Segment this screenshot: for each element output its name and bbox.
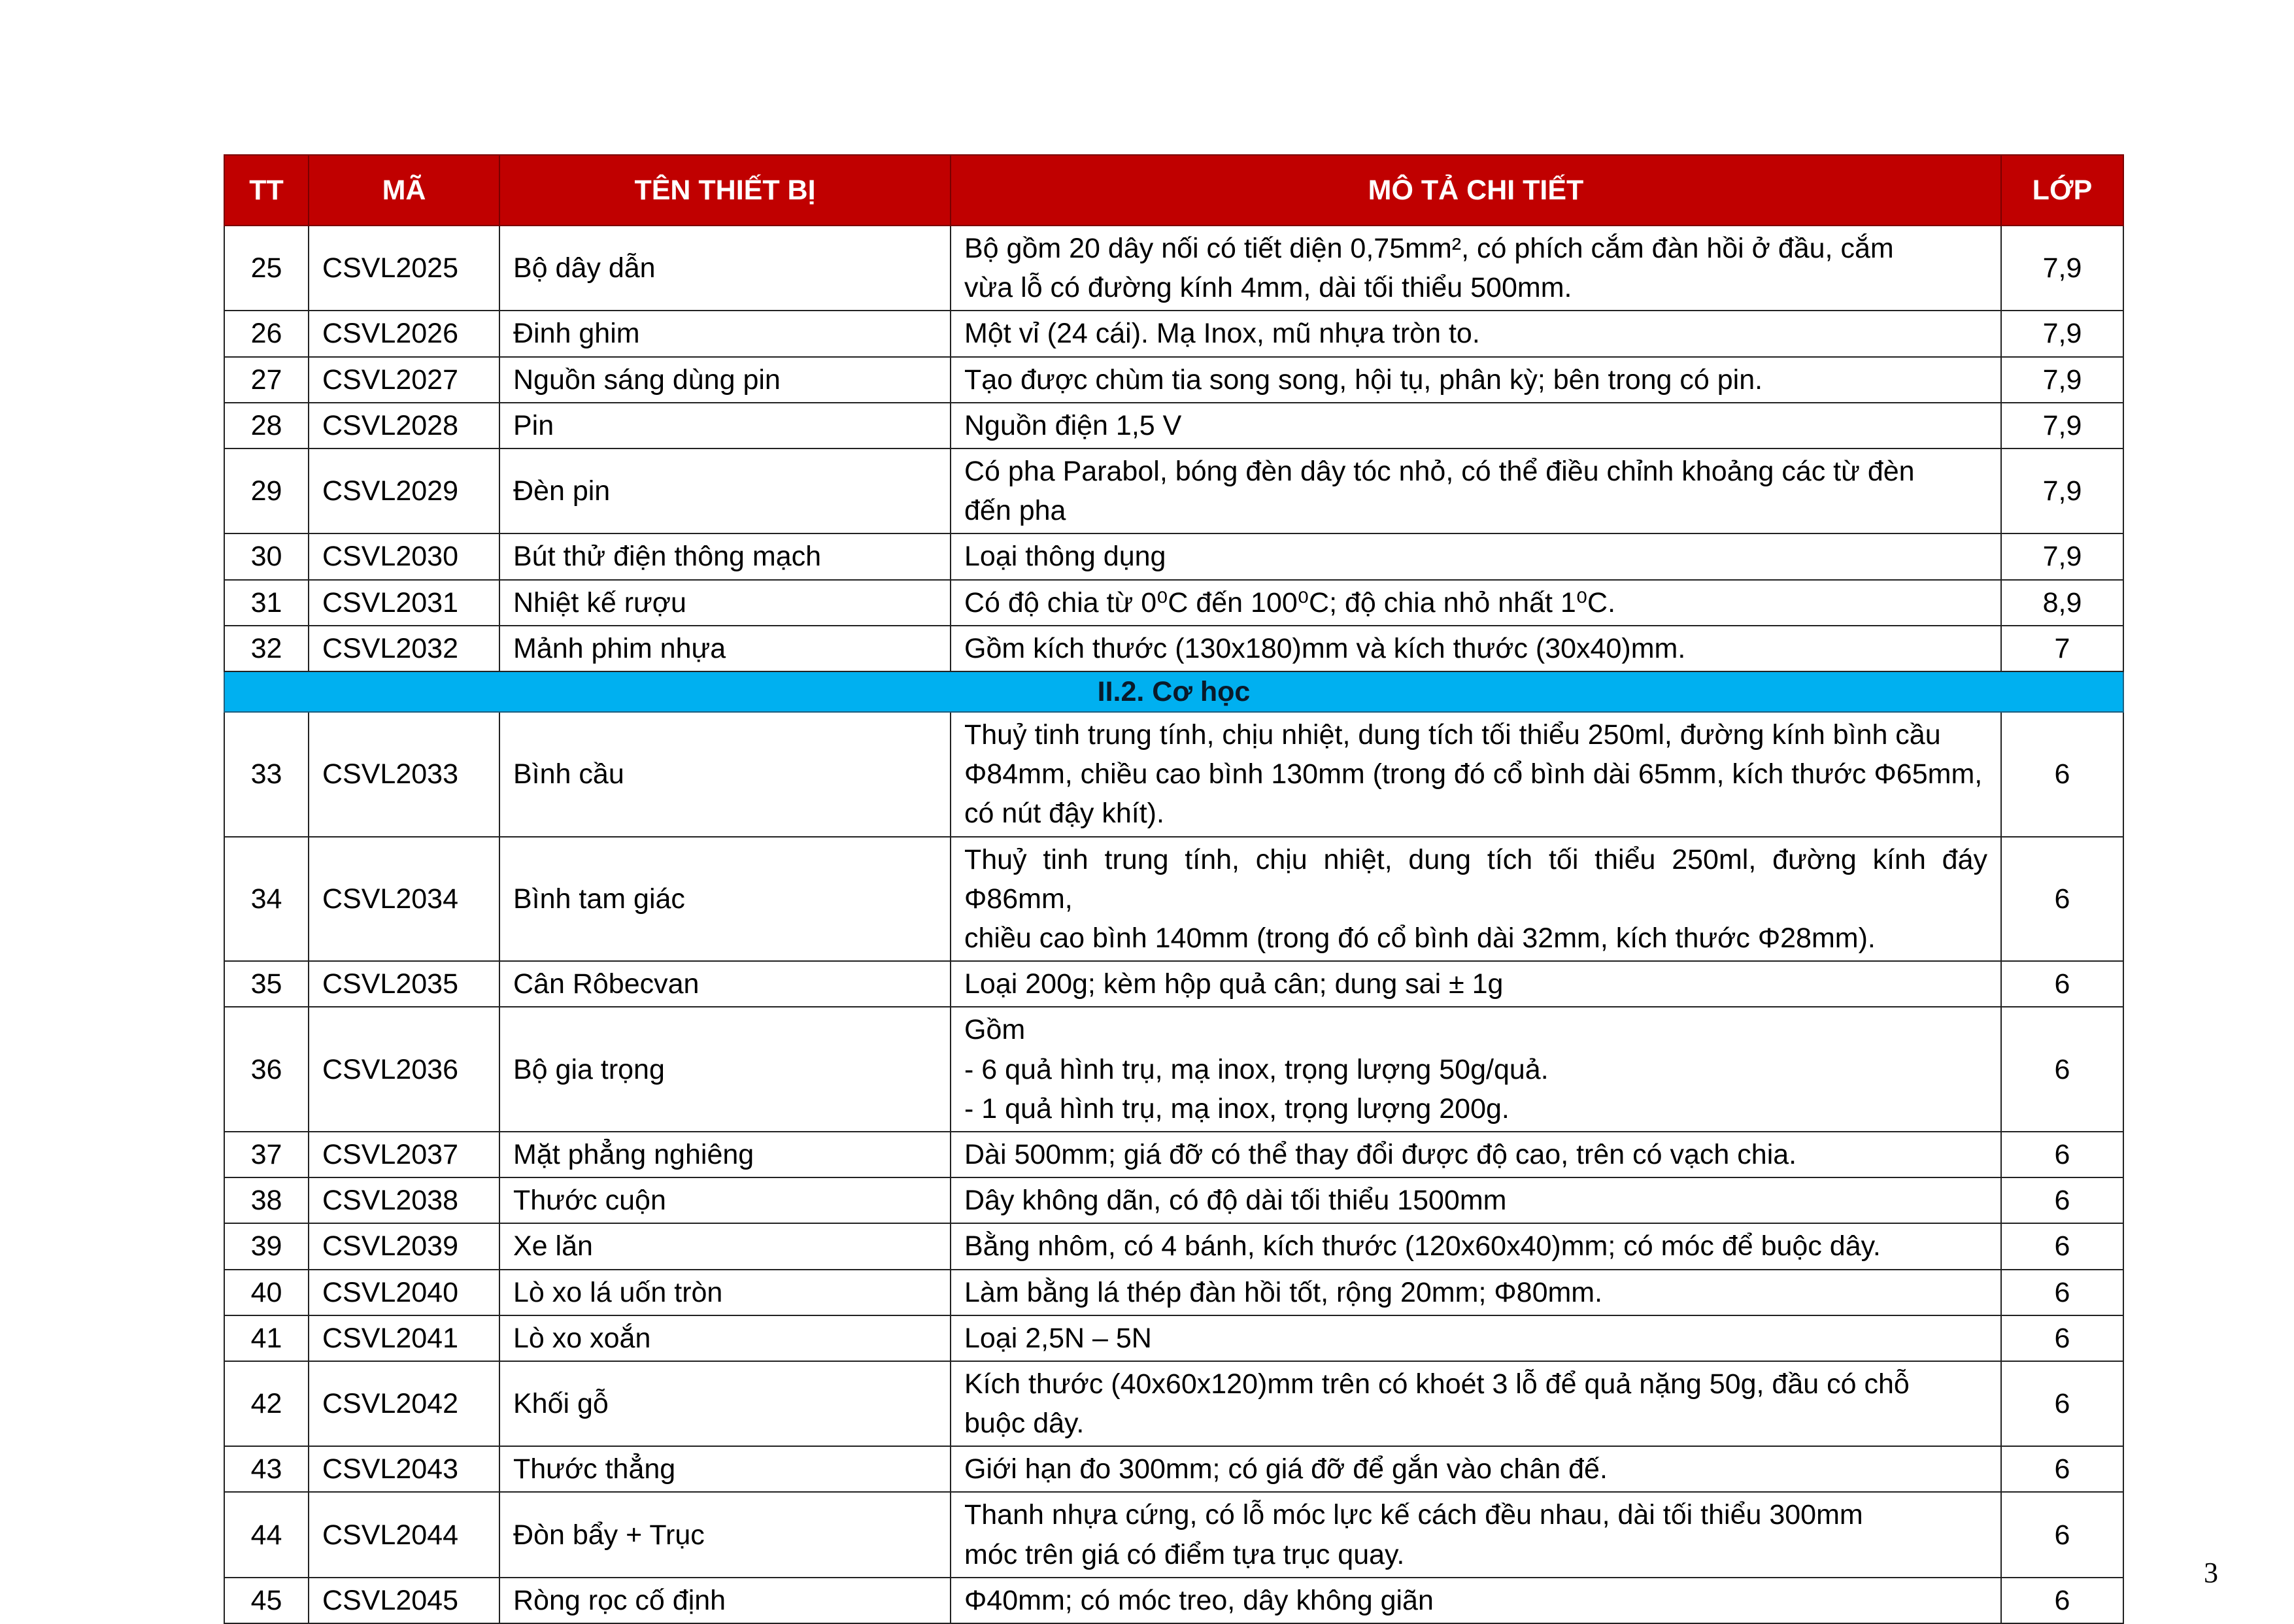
description-line: Φ84mm, chiều cao bình 130mm (trong đó cổ bình dài 65mm, kích thước Φ65mm, xyxy=(964,758,1983,790)
table-row xyxy=(224,580,2123,626)
cell-lop: 7,9 xyxy=(2001,533,2123,579)
cell-tt: 42 xyxy=(224,1361,309,1446)
description-line: Thanh nhựa cứng, có lỗ móc lực kế cách đều nhau, dài tối thiểu 300mm xyxy=(964,1499,1863,1531)
section-title: II.2. Cơ học xyxy=(224,671,2123,712)
cell-ma: CSVL2031 xyxy=(309,580,499,626)
cell-lop: 7,9 xyxy=(2001,448,2123,533)
description-line: Loại 200g; kèm hộp quả cân; dung sai ± 1g xyxy=(964,968,1504,1000)
cell-lop: 6 xyxy=(2001,1223,2123,1269)
description-line: Nguồn điện 1,5 V xyxy=(964,409,1182,441)
table-row xyxy=(224,311,2123,356)
cell-ten-thiet-bi: Cân Rôbecvan xyxy=(499,961,951,1007)
cell-ten-thiet-bi: Nhiệt kế rượu xyxy=(499,580,951,626)
cell-ma: CSVL2039 xyxy=(309,1223,499,1269)
cell-ma: CSVL2042 xyxy=(309,1361,499,1446)
cell-mo-ta-chi-tiet xyxy=(951,961,2001,1007)
header-row xyxy=(224,155,2123,226)
description-line: đến pha xyxy=(964,495,1066,527)
cell-lop: 6 xyxy=(2001,837,2123,962)
cell-tt: 29 xyxy=(224,448,309,533)
cell-mo-ta-chi-tiet xyxy=(951,1132,2001,1177)
cell-tt: 25 xyxy=(224,226,309,311)
header-ma: MÃ xyxy=(309,155,499,226)
cell-ma: CSVL2028 xyxy=(309,403,499,448)
description-line: buộc dây. xyxy=(964,1408,1085,1440)
cell-lop: 7,9 xyxy=(2001,357,2123,403)
table-row xyxy=(224,1315,2123,1361)
cell-lop: 6 xyxy=(2001,1270,2123,1315)
table-row xyxy=(224,1132,2123,1177)
cell-tt: 31 xyxy=(224,580,309,626)
table-row xyxy=(224,1270,2123,1315)
cell-mo-ta-chi-tiet xyxy=(951,837,2001,962)
table-row xyxy=(224,712,2123,837)
cell-mo-ta-chi-tiet xyxy=(951,448,2001,533)
cell-ten-thiet-bi: Xe lăn xyxy=(499,1223,951,1269)
header-tt: TT xyxy=(224,155,309,226)
description-line: Dài 500mm; giá đỡ có thể thay đổi được độ cao, trên có vạch chia. xyxy=(964,1138,1797,1170)
table-row xyxy=(224,226,2123,311)
cell-ma: CSVL2035 xyxy=(309,961,499,1007)
description-line: Loại 2,5N – 5N xyxy=(964,1322,1152,1354)
cell-tt: 39 xyxy=(224,1223,309,1269)
cell-ten-thiet-bi: Pin xyxy=(499,403,951,448)
table-body xyxy=(224,226,2123,1623)
cell-mo-ta-chi-tiet xyxy=(951,533,2001,579)
cell-ten-thiet-bi: Lò xo lá uốn tròn xyxy=(499,1270,951,1315)
cell-mo-ta-chi-tiet xyxy=(951,580,2001,626)
cell-tt: 41 xyxy=(224,1315,309,1361)
description-line: Thuỷ tinh trung tính, chịu nhiệt, dung tích tối thiểu 250ml, đường kính bình cầu xyxy=(964,719,1941,751)
description-line: Dây không dãn, có độ dài tối thiểu 1500mm xyxy=(964,1185,1507,1217)
equipment-table xyxy=(224,154,2124,1624)
cell-lop: 6 xyxy=(2001,1578,2123,1623)
description-line: Thuỷ tinh trung tính, chịu nhiệt, dung tích tối thiểu 250ml, đường kính đáy Φ86mm, xyxy=(964,843,1987,915)
description-line: Bộ gồm 20 dây nối có tiết diện 0,75mm², có phích cắm đàn hồi ở đầu, cắm xyxy=(964,233,1894,264)
cell-tt: 38 xyxy=(224,1177,309,1223)
cell-ten-thiet-bi: Thước cuộn xyxy=(499,1177,951,1223)
page-number: 3 xyxy=(2204,1557,2218,1589)
cell-tt: 43 xyxy=(224,1446,309,1492)
description-line: Có độ chia từ 0⁰C đến 100⁰C; độ chia nhỏ nhất 1⁰C. xyxy=(964,586,1616,618)
table-row xyxy=(224,1492,2123,1577)
cell-mo-ta-chi-tiet xyxy=(951,1007,2001,1132)
cell-ma: CSVL2025 xyxy=(309,226,499,311)
cell-mo-ta-chi-tiet xyxy=(951,626,2001,671)
cell-tt: 40 xyxy=(224,1270,309,1315)
cell-lop: 7,9 xyxy=(2001,311,2123,356)
cell-ma: CSVL2027 xyxy=(309,357,499,403)
table-row xyxy=(224,1446,2123,1492)
cell-tt: 37 xyxy=(224,1132,309,1177)
cell-ten-thiet-bi: Đòn bẩy + Trục xyxy=(499,1492,951,1577)
description-line: có nút đậy khít). xyxy=(964,798,1164,830)
description-line: móc trên giá có điểm tựa trục quay. xyxy=(964,1538,1405,1570)
cell-tt: 27 xyxy=(224,357,309,403)
cell-mo-ta-chi-tiet xyxy=(951,403,2001,448)
table-row xyxy=(224,403,2123,448)
cell-lop: 6 xyxy=(2001,1007,2123,1132)
description-line: Một vỉ (24 cái). Mạ Inox, mũ nhựa tròn to. xyxy=(964,318,1480,350)
cell-ten-thiet-bi: Bình cầu xyxy=(499,712,951,837)
description-line: Bằng nhôm, có 4 bánh, kích thước (120x60x40)mm; có móc để buộc dây. xyxy=(964,1230,1881,1262)
description-line: Giới hạn đo 300mm; có giá đỡ để gắn vào chân đế. xyxy=(964,1453,1608,1485)
cell-lop: 6 xyxy=(2001,961,2123,1007)
cell-ten-thiet-bi: Lò xo xoắn xyxy=(499,1315,951,1361)
table-header xyxy=(224,155,2123,226)
cell-lop: 6 xyxy=(2001,1315,2123,1361)
cell-ten-thiet-bi: Đèn pin xyxy=(499,448,951,533)
table-row xyxy=(224,533,2123,579)
cell-mo-ta-chi-tiet xyxy=(951,311,2001,356)
cell-mo-ta-chi-tiet xyxy=(951,357,2001,403)
cell-lop: 6 xyxy=(2001,1446,2123,1492)
cell-mo-ta-chi-tiet xyxy=(951,226,2001,311)
cell-lop: 6 xyxy=(2001,1177,2123,1223)
description-line: Có pha Parabol, bóng đèn dây tóc nhỏ, có thể điều chỉnh khoảng các từ đèn xyxy=(964,455,1915,487)
table-row xyxy=(224,1361,2123,1446)
table-row xyxy=(224,626,2123,671)
cell-ma: CSVL2043 xyxy=(309,1446,499,1492)
section-row xyxy=(224,671,2123,712)
cell-ma: CSVL2040 xyxy=(309,1270,499,1315)
description-line: Kích thước (40x60x120)mm trên có khoét 3 lỗ để quả nặng 50g, đầu có chỗ xyxy=(964,1368,1910,1400)
header-ten-thiet-bi: TÊN THIẾT BỊ xyxy=(499,155,951,226)
cell-ten-thiet-bi: Bình tam giác xyxy=(499,837,951,962)
table-row xyxy=(224,448,2123,533)
cell-tt: 35 xyxy=(224,961,309,1007)
description-line: vừa lỗ có đường kính 4mm, dài tối thiểu 500mm. xyxy=(964,272,1572,304)
cell-lop: 6 xyxy=(2001,1132,2123,1177)
cell-mo-ta-chi-tiet xyxy=(951,1223,2001,1269)
cell-tt: 32 xyxy=(224,626,309,671)
cell-ten-thiet-bi: Bộ dây dẫn xyxy=(499,226,951,311)
cell-ten-thiet-bi: Thước thẳng xyxy=(499,1446,951,1492)
cell-ten-thiet-bi: Đinh ghim xyxy=(499,311,951,356)
description-line: chiều cao bình 140mm (trong đó cổ bình dài 32mm, kích thước Φ28mm). xyxy=(964,922,1876,954)
description-line: Gồm kích thước (130x180)mm và kích thước (30x40)mm. xyxy=(964,632,1686,664)
cell-ten-thiet-bi: Bộ gia trọng xyxy=(499,1007,951,1132)
cell-ma: CSVL2034 xyxy=(309,837,499,962)
cell-lop: 6 xyxy=(2001,1361,2123,1446)
cell-ten-thiet-bi: Ròng rọc cố định xyxy=(499,1578,951,1623)
table-row xyxy=(224,837,2123,962)
cell-lop: 8,9 xyxy=(2001,580,2123,626)
cell-ma: CSVL2030 xyxy=(309,533,499,579)
cell-lop: 6 xyxy=(2001,1492,2123,1577)
cell-lop: 7,9 xyxy=(2001,403,2123,448)
cell-tt: 45 xyxy=(224,1578,309,1623)
cell-ma: CSVL2033 xyxy=(309,712,499,837)
cell-lop: 6 xyxy=(2001,712,2123,837)
table-row xyxy=(224,1578,2123,1623)
header-mo-ta-chi-tiet: MÔ TẢ CHI TIẾT xyxy=(951,155,2001,226)
cell-ma: CSVL2036 xyxy=(309,1007,499,1132)
cell-tt: 44 xyxy=(224,1492,309,1577)
cell-ma: CSVL2044 xyxy=(309,1492,499,1577)
description-line: - 6 quả hình trụ, mạ inox, trọng lượng 50g/quả. xyxy=(964,1053,1549,1085)
cell-mo-ta-chi-tiet xyxy=(951,1578,2001,1623)
table-row xyxy=(224,1177,2123,1223)
cell-mo-ta-chi-tiet xyxy=(951,712,2001,837)
cell-tt: 33 xyxy=(224,712,309,837)
cell-mo-ta-chi-tiet xyxy=(951,1315,2001,1361)
description-line: Loại thông dụng xyxy=(964,541,1166,573)
table-row xyxy=(224,1007,2123,1132)
cell-mo-ta-chi-tiet xyxy=(951,1177,2001,1223)
cell-tt: 36 xyxy=(224,1007,309,1132)
table-row xyxy=(224,357,2123,403)
cell-ten-thiet-bi: Mặt phẳng nghiêng xyxy=(499,1132,951,1177)
cell-ma: CSVL2026 xyxy=(309,311,499,356)
description-line: Φ40mm; có móc treo, dây không giãn xyxy=(964,1584,1434,1616)
description-line: - 1 quả hình trụ, mạ inox, trọng lượng 200g. xyxy=(964,1092,1510,1125)
cell-tt: 30 xyxy=(224,533,309,579)
cell-lop: 7,9 xyxy=(2001,226,2123,311)
table-row xyxy=(224,961,2123,1007)
table-row xyxy=(224,1223,2123,1269)
cell-tt: 34 xyxy=(224,837,309,962)
cell-lop: 7 xyxy=(2001,626,2123,671)
cell-mo-ta-chi-tiet xyxy=(951,1492,2001,1577)
cell-mo-ta-chi-tiet xyxy=(951,1361,2001,1446)
cell-ma: CSVL2045 xyxy=(309,1578,499,1623)
cell-ten-thiet-bi: Nguồn sáng dùng pin xyxy=(499,357,951,403)
cell-ma: CSVL2038 xyxy=(309,1177,499,1223)
cell-tt: 26 xyxy=(224,311,309,356)
cell-mo-ta-chi-tiet xyxy=(951,1270,2001,1315)
cell-ten-thiet-bi: Khối gỗ xyxy=(499,1361,951,1446)
description-line: Tạo được chùm tia song song, hội tụ, phân kỳ; bên trong có pin. xyxy=(964,364,1763,396)
cell-mo-ta-chi-tiet xyxy=(951,1446,2001,1492)
header-lop: LỚP xyxy=(2001,155,2123,226)
cell-ma: CSVL2032 xyxy=(309,626,499,671)
cell-ma: CSVL2029 xyxy=(309,448,499,533)
cell-tt: 28 xyxy=(224,403,309,448)
cell-ma: CSVL2041 xyxy=(309,1315,499,1361)
cell-ten-thiet-bi: Mảnh phim nhựa xyxy=(499,626,951,671)
cell-ten-thiet-bi: Bút thử điện thông mạch xyxy=(499,533,951,579)
description-line: Làm bằng lá thép đàn hồi tốt, rộng 20mm; Φ80mm. xyxy=(964,1276,1603,1308)
description-line: Gồm xyxy=(964,1014,1026,1046)
cell-ma: CSVL2037 xyxy=(309,1132,499,1177)
